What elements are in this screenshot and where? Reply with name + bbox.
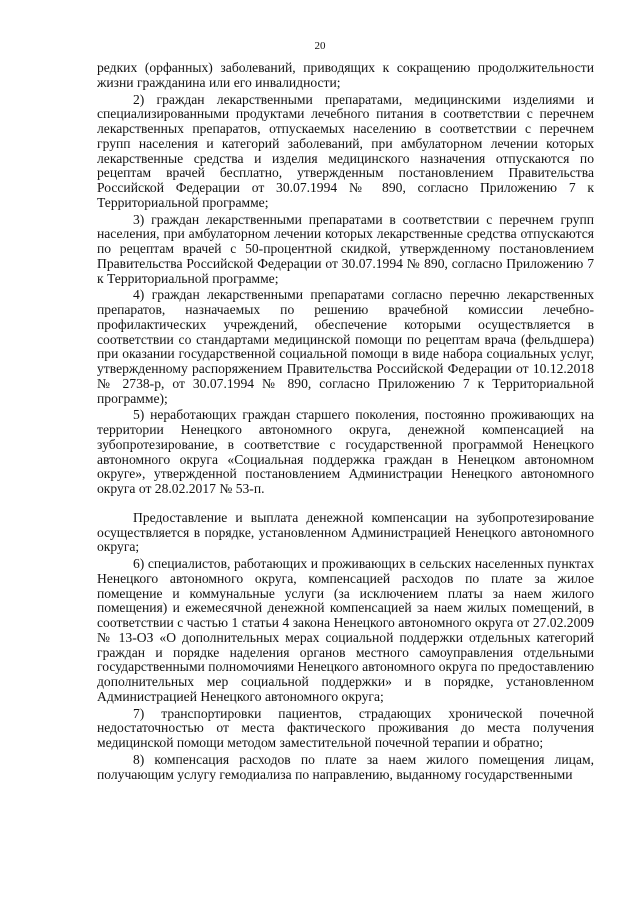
document-body — [97, 61, 594, 782]
page-number: 20 — [314, 40, 326, 52]
paragraph-item-4: 4) граждан лекарственными препаратами согласно перечню лекарственных препаратов, назначаемых по решению врачебной комиссии лечебно-профилактических учреждений, обеспечение которыми осуществляется в соответствии со стандартами медицинской помощи по рецептам врача (фельдшера) при оказании государственной социальной помощи в виде набора социальных услуг, утвержденному распоряжением Правительства Российской Федерации от 10.12.2018 № 2738-р, от 30.07.1994 № 890, согласно Приложению 7 к Территориальной программе); — [97, 287, 594, 406]
paragraph-item-6: 6) специалистов, работающих и проживающих в сельских населенных пунктах Ненецкого автономного округа, компенсацией расходов по плате за жилое помещение и коммунальные услуги (за исключением платы за наем жилого помещения) и ежемесячной денежной компенсацией за наем жилых помещений, в соответствии с частью 1 статьи 4 закона Ненецкого автономного округа от 27.02.2009 № 13-ОЗ «О дополнительных мерах социальной поддержки отдельных категорий граждан и порядке наделения органов местного самоуправления отдельными государственными полномочиями Ненецкого автономного округа по предоставлению дополнительных мер социальной поддержки» и в порядке, установленном Администрацией Ненецкого автономного округа; — [97, 556, 594, 704]
paragraph-item-7: 7) транспортировки пациентов, страдающих хронической почечной недостаточностью от места фактического проживания до места получения медицинской помощи методом заместительной почечной терапии и обратно; — [97, 705, 594, 750]
paragraph-item-8: 8) компенсация расходов по плате за наем жилого помещения лицам, получающим услугу гемодиализа по направлению, выданному государственными — [97, 751, 594, 782]
paragraph-item-5: 5) неработающих граждан старшего поколения, постоянно проживающих на территории Ненецкого автономного округа, денежной компенсацией на зубопротезирование, в соответствие с государственной программой Ненецкого автономного округа «Социальная поддержка граждан в Ненецком автономном округе», утвержденной постановлением Администрации Ненецкого автономного округа от 28.02.2017 № 53-п. — [97, 407, 594, 496]
paragraph-item-3: 3) граждан лекарственными препаратами в соответствии с перечнем групп населения, при амбулаторном лечении которых лекарственные средства отпускаются по рецептам врачей с 50-процентной скидкой, утвержденному постановлением Правительства Российской Федерации от 30.07.1994 № 890, согласно Приложению 7 к Территориальной программе; — [97, 211, 594, 286]
paragraph-item-2: 2) граждан лекарственными препаратами, медицинскими изделиями и специализированными продуктами лечебного питания в соответствии с перечнем лекарственных препаратов, отпускаемых населению в соответствии с перечнем групп населения и категорий заболеваний, при амбулаторном лечении которых лекарственные средства и изделия медицинского назначения отпускаются по рецептам врачей бесплатно, утвержденным постановлением Правительства Российской Федерации от 30.07.1994 № 890, согласно Приложению 7 к Территориальной программе; — [97, 91, 594, 210]
paragraph-compensation-note: Предоставление и выплата денежной компенсации на зубопротезирование осуществляется в порядке, установленном Администрацией Ненецкого автономного округа; — [97, 509, 594, 555]
paragraph-continuation: редких (орфанных) заболеваний, приводящих к сокращению продолжительности жизни гражданина или его инвалидности; — [97, 60, 594, 90]
